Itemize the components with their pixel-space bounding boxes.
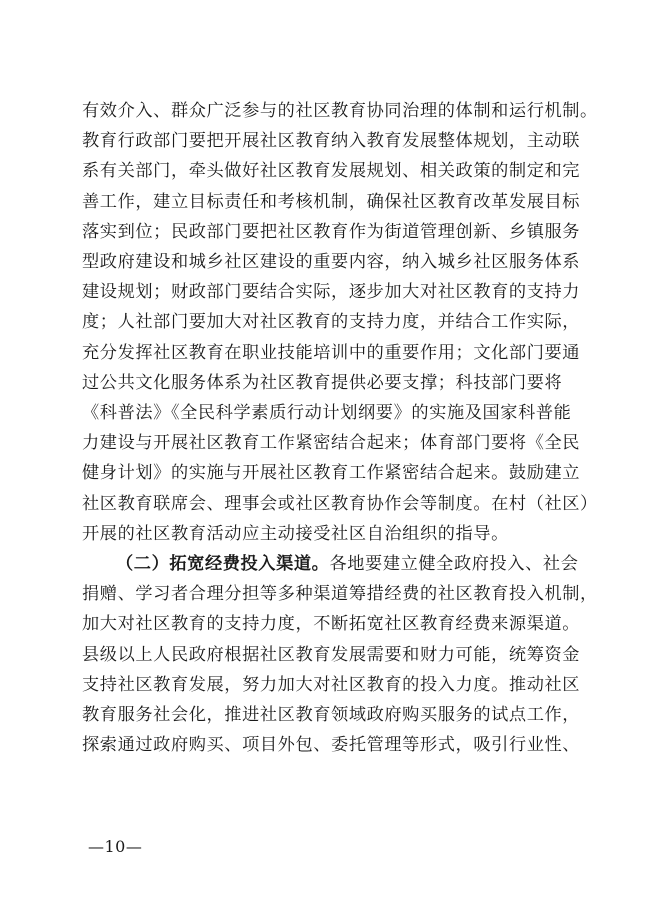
text-line: 加大对社区教育的支持力度，不断拓宽社区教育经费来源渠道。 bbox=[82, 614, 581, 635]
text-line: 型政府建设和城乡社区建设的重要内容，纳入城乡社区服务体系 bbox=[82, 252, 581, 273]
text-line: 力建设与开展社区教育工作紧密结合起来；体育部门要将《全民 bbox=[82, 433, 581, 454]
section-first-line bbox=[82, 549, 590, 579]
section-heading: （二）拓宽经费投入渠道。 bbox=[116, 554, 330, 575]
text-line: 县级以上人民政府根据社区教育发展需要和财力可能，统筹资金 bbox=[82, 644, 581, 665]
text-line: 过公共文化服务体系为社区教育提供必要支撑；科技部门要将 bbox=[82, 372, 563, 393]
body-text bbox=[82, 96, 598, 760]
text-line: 度；人社部门要加大对社区教育的支持力度，并结合工作实际， bbox=[82, 312, 581, 333]
text-line: 教育服务社会化，推进社区教育领域政府购买服务的试点工作， bbox=[82, 705, 581, 726]
text-line: 社区教育联席会、理事会或社区教育协作会等制度。在村（社区） bbox=[82, 493, 598, 514]
text-line: 《科普法》《全民科学素质行动计划纲要》的实施及国家科普能 bbox=[82, 403, 572, 424]
text-line: 有效介入、群众广泛参与的社区教育协同治理的体制和运行机制。 bbox=[82, 101, 598, 121]
text-line: 系有关部门，牵头做好社区教育发展规划、相关政策的制定和完 bbox=[82, 161, 581, 182]
section-first-line-text: 各地要建立健全政府投入、社会 bbox=[329, 554, 579, 575]
page-number: —10— bbox=[88, 837, 143, 856]
text-line: 开展的社区教育活动应主动接受社区自治组织的指导。 bbox=[82, 523, 509, 544]
text-line: 教育行政部门要把开展社区教育纳入教育发展整体规划，主动联 bbox=[82, 131, 581, 152]
text-line: 充分发挥社区教育在职业技能培训中的重要作用；文化部门要通 bbox=[82, 342, 581, 363]
text-line: 支持社区教育发展，努力加大对社区教育的投入力度。推动社区 bbox=[82, 674, 581, 695]
text-line: 落实到位；民政部门要把社区教育作为街道管理创新、乡镇服务 bbox=[82, 221, 581, 242]
text-line: 善工作，建立目标责任和考核机制，确保社区教育改革发展目标 bbox=[82, 191, 581, 212]
text-line: 健身计划》的实施与开展社区教育工作紧密结合起来。鼓励建立 bbox=[82, 463, 581, 484]
text-line: 探索通过政府购买、项目外包、委托管理等形式，吸引行业性、 bbox=[82, 735, 581, 756]
text-line: 捐赠、学习者合理分担等多种渠道筹措经费的社区教育投入机制， bbox=[82, 584, 598, 605]
text-line: 建设规划；财政部门要结合实际，逐步加大对社区教育的支持力 bbox=[82, 282, 581, 303]
